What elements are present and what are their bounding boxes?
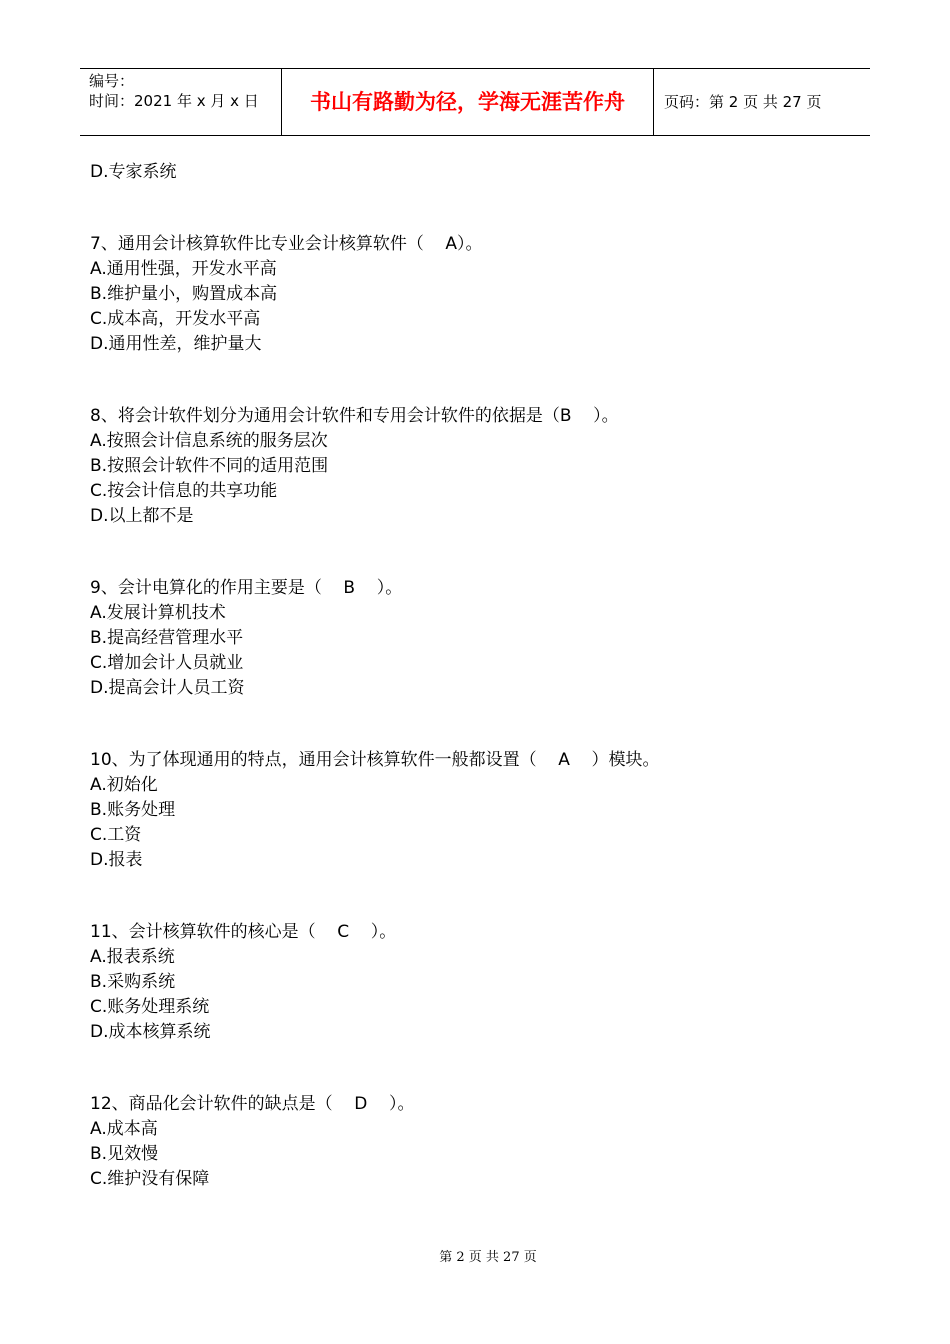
option-b: B.账务处理 (90, 800, 176, 820)
page-header (80, 68, 870, 136)
option-b: B.维护量小，购置成本高 (90, 284, 278, 304)
option-b: B.按照会计软件不同的适用范围 (90, 456, 329, 476)
option-c: C.工资 (90, 825, 142, 845)
option-c: C.增加会计人员就业 (90, 653, 244, 673)
option-a: A.报表系统 (90, 947, 175, 967)
question-10 (90, 748, 870, 873)
question-stem: 7、通用会计核算软件比专业会计核算软件（ A）。 (90, 234, 483, 254)
question-stem: 8、将会计软件划分为通用会计软件和专用会计软件的依据是（B ）。 (90, 406, 619, 426)
question-12 (90, 1092, 870, 1192)
question-stem: 10、为了体现通用的特点，通用会计核算软件一般都设置（ A ）模块。 (90, 750, 660, 770)
question-stem: 12、商品化会计软件的缺点是（ D ）。 (90, 1094, 415, 1114)
option-c: C.维护没有保障 (90, 1169, 210, 1189)
option-c: C.按会计信息的共享功能 (90, 481, 278, 501)
option-a: A.成本高 (90, 1119, 158, 1139)
option-a: A.通用性强，开发水平高 (90, 259, 277, 279)
option-d: D.通用性差，维护量大 (90, 334, 262, 354)
option-b: B.提高经营管理水平 (90, 628, 244, 648)
option-a: A.按照会计信息系统的服务层次 (90, 431, 328, 451)
previous-question-option: D.专家系统 (90, 162, 177, 182)
option-d: D.成本核算系统 (90, 1022, 211, 1042)
option-c: C.账务处理系统 (90, 997, 210, 1017)
question-stem: 11、会计核算软件的核心是（ C ）。 (90, 922, 397, 942)
option-d: D.报表 (90, 850, 143, 870)
question-stem: 9、会计电算化的作用主要是（ B ）。 (90, 578, 403, 598)
header-motto: 书山有路勤为径，学海无涯苦作舟 (281, 69, 654, 135)
question-9 (90, 576, 870, 701)
question-11 (90, 920, 870, 1045)
option-b: B.见效慢 (90, 1144, 159, 1164)
option-c: C.成本高，开发水平高 (90, 309, 261, 329)
option-b: B.采购系统 (90, 972, 176, 992)
question-list (90, 160, 870, 1192)
header-meta (80, 69, 281, 135)
document-number-label: 编号： (89, 72, 135, 90)
document-date: 时间：2021 年 x 月 x 日 (89, 92, 259, 110)
option-d: D.提高会计人员工资 (90, 678, 245, 698)
question-8 (90, 404, 870, 529)
option-d: D.以上都不是 (90, 506, 194, 526)
question-7 (90, 232, 870, 357)
page-footer: 第 2 页 共 27 页 (439, 1250, 537, 1265)
option-a: A.发展计算机技术 (90, 603, 226, 623)
option-a: A.初始化 (90, 775, 158, 795)
header-page-info: 页码：第 2 页 共 27 页 (664, 93, 822, 111)
